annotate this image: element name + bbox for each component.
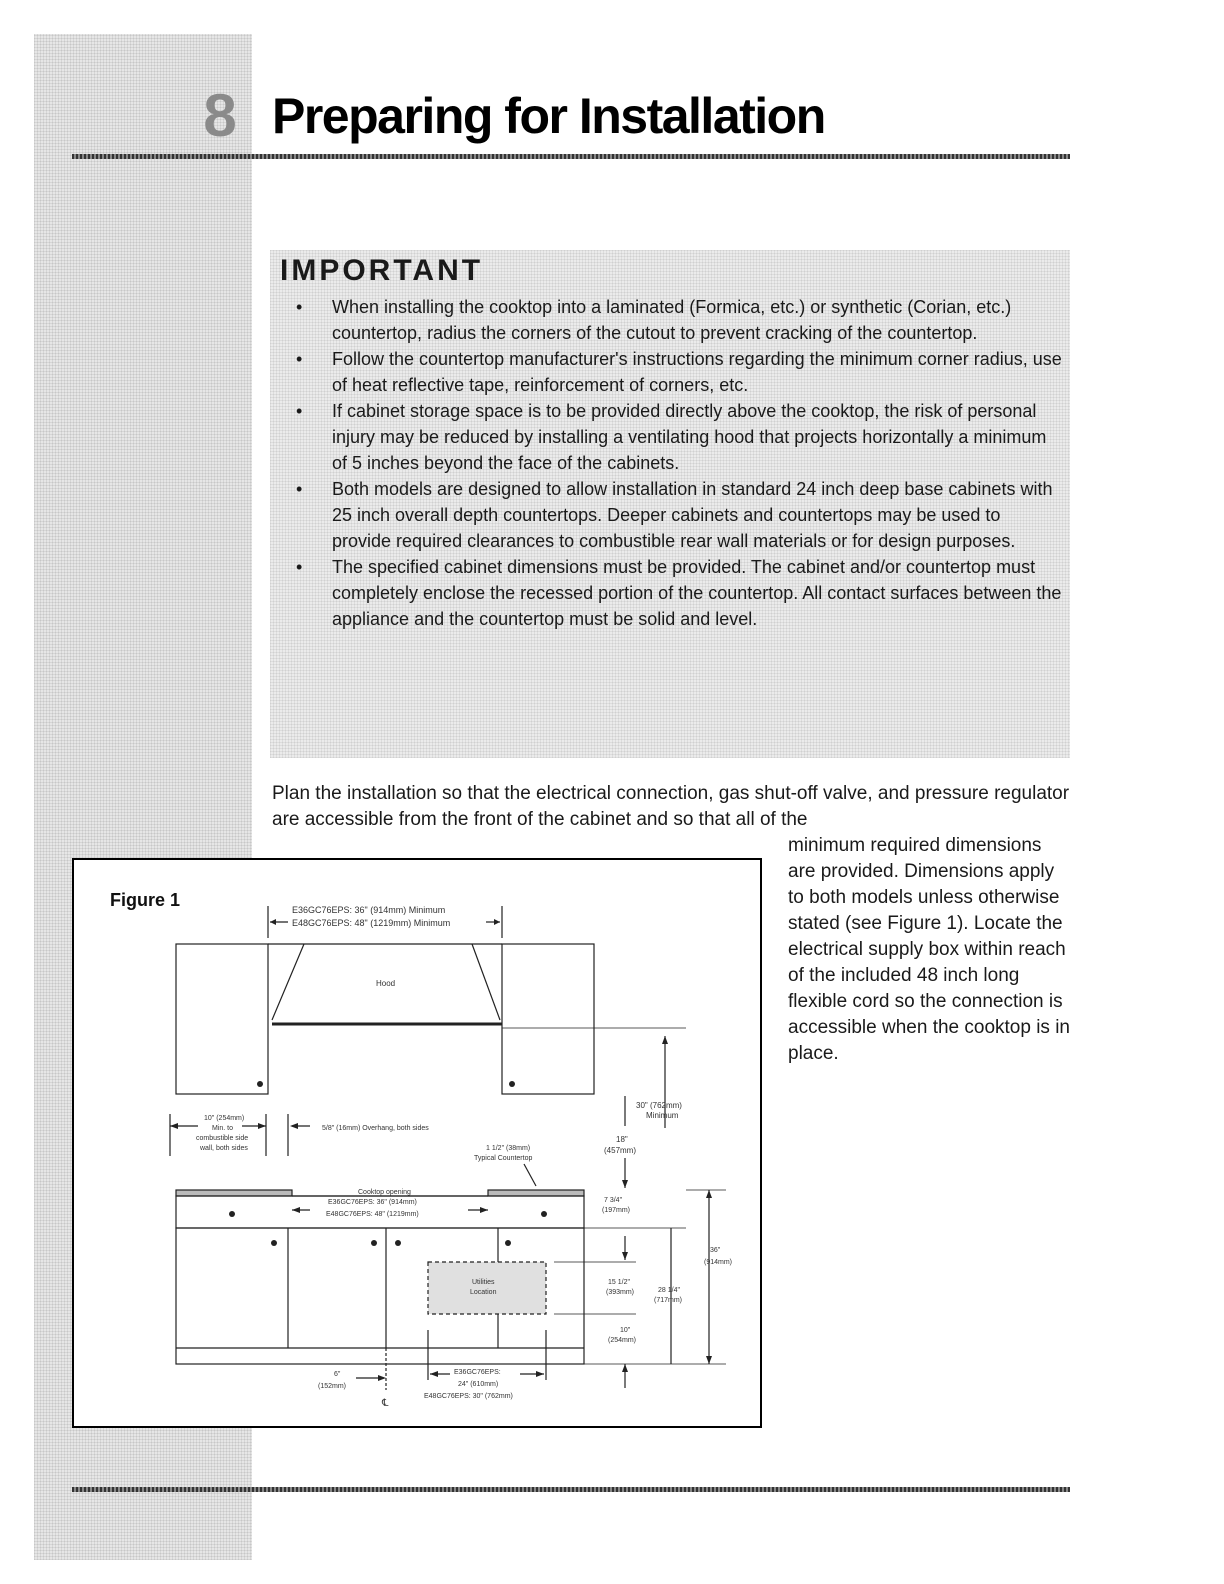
dim-10-mm: (254mm) xyxy=(608,1337,637,1344)
list-item: • The specified cabinet dimensions must be provided. The cabinet and/or countertop must completely enclose the recessed portion of the countertop. All contact surfaces between the appliance and the countertop must be solid and level. xyxy=(270,554,1062,632)
overhang-label: 5/8" (16mm) Overhang, both sides xyxy=(322,1125,429,1132)
countertop-label-2: Typical Countertop xyxy=(474,1155,533,1162)
dim-10: 10" xyxy=(620,1327,631,1334)
dim-7-3-4-mm: (197mm) xyxy=(602,1207,631,1214)
important-heading: IMPORTANT xyxy=(280,254,484,287)
intro-paragraph: Plan the installation so that the electrical connection, gas shut-off valve, and pressure regulator are accessible from the front of the cabinet and so that all of the xyxy=(272,783,1070,830)
side-clearance-4: wall, both sides xyxy=(200,1145,248,1152)
width-label-36: E36GC76EPS: 36" (914mm) Minimum xyxy=(292,905,446,915)
side-clearance-2: Min. to xyxy=(212,1125,234,1132)
countertop-label-1: 1 1/2" (38mm) xyxy=(486,1145,531,1152)
figure-1-box xyxy=(72,858,762,1428)
centerline-symbol: ℄ xyxy=(382,1398,389,1409)
dim-36: 36" xyxy=(710,1247,721,1254)
utility-width-2: 24" (610mm) xyxy=(458,1381,499,1388)
width-label-48: E48GC76EPS: 48" (1219mm) Minimum xyxy=(292,918,451,928)
dim-15-1-2: 15 1/2" xyxy=(608,1279,630,1286)
dim-6-mm: (152mm) xyxy=(318,1383,347,1390)
list-item: • If cabinet storage space is to be provided directly above the cooktop, the risk of personal injury may be reduced by installing a ventilating hood that projects horizontally a minimum of 5 inches beyond the face of the cabinets. xyxy=(270,398,1062,476)
dim-18-label: 18" xyxy=(616,1135,628,1144)
opening-label-1: Cooktop opening xyxy=(358,1189,411,1196)
side-clearance-1: 10" (254mm) xyxy=(204,1115,245,1122)
dim-18-mm: (457mm) xyxy=(604,1146,637,1155)
continuation-paragraph: minimum required dimensions are provided. Dimensions apply to both models unless otherwise stated (see Figure 1). Locate the electrical supply box within reach of the included 48 inch long flexible cord so the connection is accessible when the cooktop is in place. xyxy=(788,835,1070,1064)
list-item: • Follow the countertop manufacturer's instructions regarding the minimum corner radius, use of heat reflective tape, reinforcement of corners, etc. xyxy=(270,346,1062,398)
utilities-label-1: Utilities xyxy=(472,1279,495,1286)
footer-rule xyxy=(72,1487,1070,1492)
hood-label: Hood xyxy=(376,979,396,988)
chapter-number: 8 xyxy=(203,82,237,149)
dim-6: 6" xyxy=(334,1371,341,1378)
important-list xyxy=(270,294,1062,632)
page-title: Preparing for Installation xyxy=(272,88,825,144)
dim-36-mm: (914mm) xyxy=(704,1259,733,1266)
hood-clearance-label: 30" (762mm) xyxy=(636,1101,682,1110)
dim-28-1-4-mm: (717mm) xyxy=(654,1297,683,1304)
opening-label-3: E48GC76EPS: 48" (1219mm) xyxy=(326,1211,419,1218)
utilities-label-2: Location xyxy=(470,1289,497,1296)
header-rule xyxy=(72,154,1070,159)
dim-7-3-4: 7 3/4" xyxy=(604,1197,623,1204)
installation-diagram xyxy=(74,860,760,1426)
utility-width-3: E48GC76EPS: 30" (762mm) xyxy=(424,1393,513,1400)
opening-label-2: E36GC76EPS: 36" (914mm) xyxy=(328,1199,417,1206)
dim-15-1-2-mm: (393mm) xyxy=(606,1289,635,1296)
utility-width-1: E36GC76EPS: xyxy=(454,1369,501,1376)
hood-clearance-label-2: Minimum xyxy=(646,1111,679,1120)
list-item: • When installing the cooktop into a laminated (Formica, etc.) or synthetic (Corian, etc.) countertop, radius the corners of the cutout to prevent cracking of the countertop. xyxy=(270,294,1062,346)
list-item: • Both models are designed to allow installation in standard 24 inch deep base cabinets with 25 inch overall depth countertops. Deeper cabinets and countertops may be used to provide required clearances to combustible rear wall materials or for design purposes. xyxy=(270,476,1062,554)
important-box xyxy=(270,250,1070,758)
dim-28-1-4: 28 1/4" xyxy=(658,1287,680,1294)
figure-label: Figure 1 xyxy=(110,890,181,910)
side-clearance-3: combustible side xyxy=(196,1135,249,1142)
